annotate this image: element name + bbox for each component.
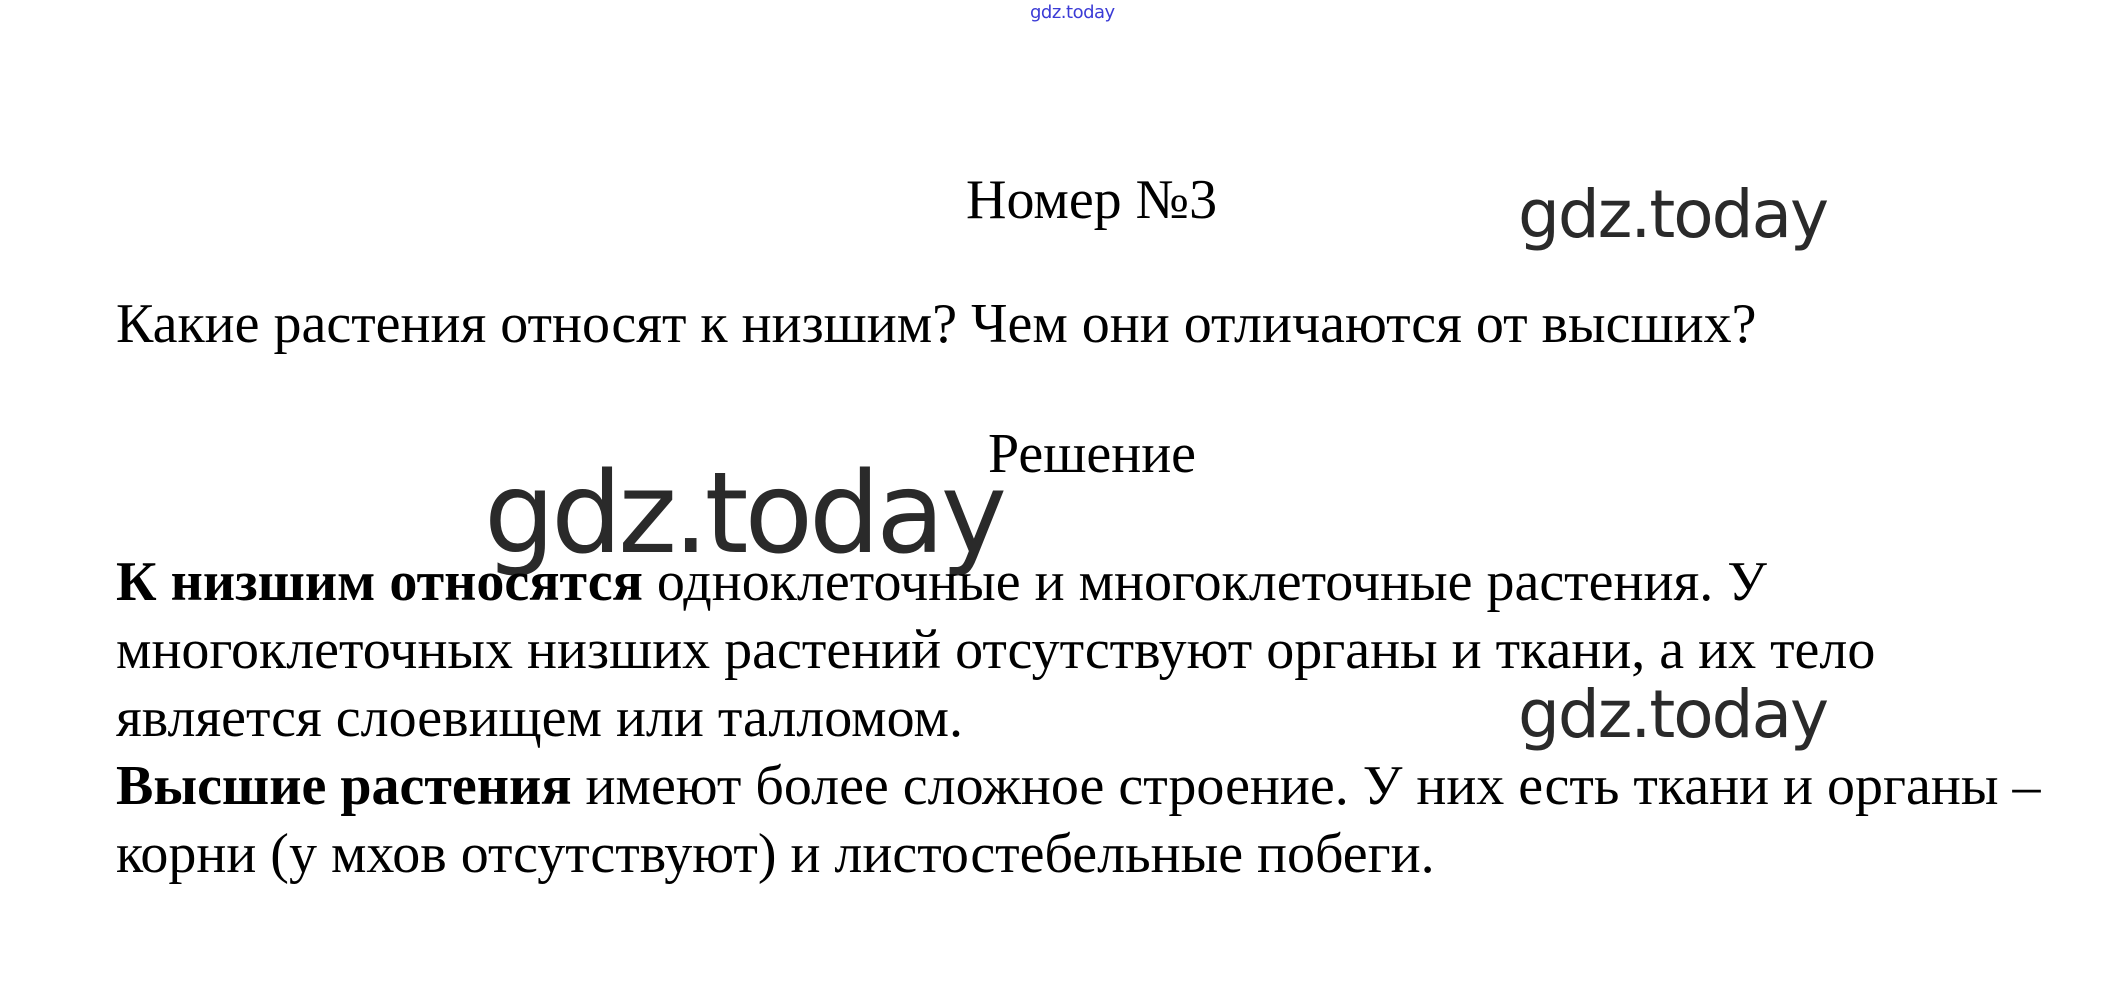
question-text: Какие растения относят к низшим? Чем они отличаются от высших? <box>116 293 1757 355</box>
watermark: gdz.today <box>1518 176 1828 253</box>
watermark: gdz.today <box>1518 676 1828 753</box>
watermark: gdz.today <box>484 449 1004 579</box>
answer-text: одноклеточные и многоклеточные растения. У многоклеточных низших растений отсутствуют органы и ткани, а их тело является слоевищем или талломом. <box>116 551 1876 749</box>
page-title: Номер №3 <box>966 169 1218 231</box>
answer-paragraph <box>116 752 2056 888</box>
site-link[interactable]: gdz.today <box>1030 2 1115 23</box>
solution-heading: Решение <box>988 423 1197 485</box>
answer-text: имеют более сложное строение. У них есть ткани и органы – корни (у мхов отсутствуют) и листостебельные побеги. <box>116 755 2041 885</box>
answer-term: К низшим относятся <box>116 551 643 613</box>
answer-term: Высшие растения <box>116 755 572 817</box>
